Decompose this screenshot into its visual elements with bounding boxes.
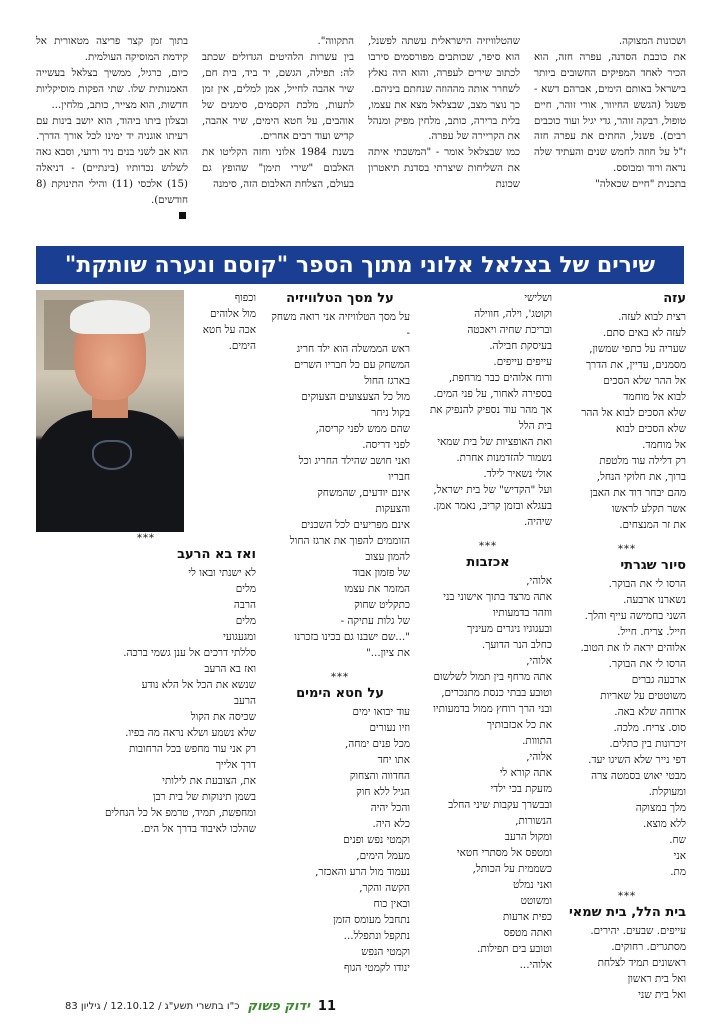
poem-line: וקמטי נפש ופנים <box>343 834 410 846</box>
article-paragraph: שהטלוויזיה הישראלית עשתה לפשנל, הוא סיפר, שכותבים מפורסמים סירבו לכתוב שירים לעפרה, והוא היה נאלץ לשחרר אותה מההוזה שנחתם ביניהם. <box>368 36 520 95</box>
poem-line: ואת האופציות של בית שמאי <box>437 436 552 448</box>
poem-line: אינם יודעים, שהמשחק <box>317 487 410 499</box>
poem-line: להמון עצוב <box>365 551 410 563</box>
poem-line: אשר תקלע לראשו <box>611 503 686 515</box>
poem-line: הרסו לי את הבוקר. <box>608 658 686 670</box>
poem-line: על מסך הטלוויזיה אני רואה משחק - <box>271 311 410 339</box>
poem-line: ינודו לקמטי הגוף <box>343 962 410 974</box>
banner-title: שירים של בצלאל אלוני מתוך הספר "קוסם ונערה שותקת" <box>64 252 656 278</box>
poem-line: ובעגוגיו ניגרים מעיניך <box>467 623 552 635</box>
poem-line: דרך אלייך <box>215 759 256 771</box>
poem-separator-stars: *** <box>137 533 155 544</box>
poem-line: מול כל הצעצועים הצעוקים <box>301 391 410 403</box>
poem-line: ושלישי <box>524 292 552 304</box>
poem-line: עייפים. שבעים. יהירים. <box>590 925 686 937</box>
poem-title: על מסך הטלוויזיה <box>286 291 394 306</box>
poem-line: של גלות עתיקה - <box>340 615 410 627</box>
poem-line: התווות. <box>522 735 552 747</box>
poem-line: זיכרונות בין כתלים. <box>609 738 686 750</box>
poem-line: מת. <box>670 866 686 878</box>
poem-line: "...שם ישבנו גם בכינו בזכרנו <box>294 631 410 643</box>
article-column-1 <box>534 34 686 262</box>
poem-line: וקמטי הנפש <box>361 946 410 958</box>
article-column-4 <box>36 34 188 262</box>
poem-line: אלוהי, <box>526 655 552 667</box>
poem-column-4-text <box>36 532 256 837</box>
poem-line: שכיסה את הקול <box>190 711 256 723</box>
poem-line: שעריה על כתפי שמשון, <box>589 343 686 355</box>
poem-line: הגיל ללא חוק <box>356 786 410 798</box>
poem-line: שהלכו לאיבוד בדרך אל הים. <box>140 823 256 835</box>
poem-line: שהם ממש לפני קריסה, <box>315 423 410 435</box>
poem-separator-stars: *** <box>618 544 636 555</box>
poem-title: ואז בא הרעב <box>177 547 256 562</box>
poem-line: מלים <box>235 583 256 595</box>
poem-line: ובריכת שחיה ויאכטה <box>467 324 552 336</box>
poem-line: ארוחה שלא באה. <box>614 706 686 718</box>
poem-line: ואל בית ראשון <box>627 973 686 985</box>
poem-line: את, הצובעת את לילותי <box>162 775 256 787</box>
article-paragraph: ובצלון ביתו ביהוד, הוא יושב בינות עם רעיתו אוגניה יד ימינו לכל אורך הדרך. הוא אב לשני בנים ניר ורועי, וסבא גאה לשלוש נכדותיו (בינתיים) - דניאלה (15) אלכסי (11) והילי התינוקת (8 חודשים). <box>36 115 188 207</box>
poem-line: ובבשרך עקבות שיני החלב <box>448 799 552 811</box>
poem-line: אל מוחמד. <box>642 439 686 451</box>
article-paragraph: כך נוצר מצב, שבצלאל מצא את עצמו, בלית ברירה, כותב, מלחין מפיק ומנהל את הקריירה של עפרה. <box>368 99 520 143</box>
poem-line: המזמר את עצמו <box>344 583 410 595</box>
poem-line: אני <box>673 850 686 862</box>
poem-line: מלך במצוקה <box>635 802 686 814</box>
poem-line: אלוהי, <box>526 575 552 587</box>
poem-title: על חטא הימים <box>296 686 384 701</box>
poem-line: ווזהר בדמעותיו <box>492 607 552 619</box>
page-number: 11 <box>317 998 336 1014</box>
poem-line: בעגלא ובזמן קריב, נאמר אמן. <box>433 500 552 512</box>
poem-line: ראשונים תמיד לצלחת <box>597 957 686 969</box>
poem-column-2 <box>424 290 552 980</box>
poem-line: ומעוקלת. <box>648 786 686 798</box>
poem-line: שלא נשמע ושלא נראה מה בפיו. <box>125 727 256 739</box>
poem-line: ברוך, את חלוקי הנחל, <box>596 471 686 483</box>
poem-line: הרסו לי את הבוקר. <box>608 578 686 590</box>
poem-title: סיור שגרתי <box>620 558 686 573</box>
poem-separator-stars: *** <box>331 672 349 683</box>
poem-line: ומשוטט <box>520 895 552 907</box>
poem-separator-stars: *** <box>479 541 497 552</box>
poem-line: אינם מפריעים לכל השכנים <box>300 519 410 531</box>
poem-line: אתה מרצד בתוך אישוני בני <box>443 591 552 603</box>
poem-separator-stars: *** <box>618 891 636 902</box>
poem-line: ואתה מטפס <box>503 927 552 939</box>
poem-line: הקשה והקר, <box>359 882 410 894</box>
poem-line: ואני נמלט <box>513 879 552 891</box>
article-paragraph: בתכנית "חיים שכאלה" <box>595 179 686 191</box>
poem-line: כשממית על הכותל, <box>472 863 552 875</box>
poem-line: נתחבל מעומס הזמן <box>333 914 410 926</box>
photo-shirt-logo <box>92 440 132 470</box>
magazine-brand: ידוק פשוק <box>247 998 310 1014</box>
poem-line: ועל "הקדיש" של בית ישראל, <box>433 484 552 496</box>
poems-section <box>36 290 686 1001</box>
article-paragraph: בשנת 1984 אלוני וחזה הקליטו את האלבום "שירי תימן" שהופץ גם בעולם, הצלחת האלבום הזה, סימנה <box>202 147 354 191</box>
poem-line: לעזה לא באים סתם. <box>602 327 686 339</box>
poem-line: השני בחמישה עייף והלך. <box>584 610 686 622</box>
poem-line: ארבעה גברים <box>631 674 686 686</box>
poem-line: אך מהר עוד נספיק להנפיק את <box>429 404 552 416</box>
poem-line: חבריו <box>388 471 410 483</box>
poem-line: וזיו נעורים <box>369 722 410 734</box>
poem-line: שח. <box>669 834 686 846</box>
poem-line: נעמוד מול הרע והאכזר, <box>315 866 410 878</box>
poem-line: לפני דריסה. <box>362 439 410 451</box>
poem-line: המשחק עם כל חבריו השרים <box>293 359 410 371</box>
poem-line: שנשא את הכל אל הלא נודע <box>141 679 256 691</box>
article-paragraph: כיום, כרגיל, ממשיך בצלאל בעשייה האמנותית שלו. שתי הפקות מוסיקליות חדשות, הוא מצייר, כותב, מלחין... <box>36 67 188 111</box>
poem-line: והכל יהיה <box>370 802 410 814</box>
poem-line: נשמור להזדמנות אחרת. <box>456 452 552 464</box>
poem-line: וקוטג', וילה, חווילה <box>474 308 552 320</box>
photo-hair <box>70 300 150 334</box>
poem-line: שלא הסכים לבוא <box>616 423 686 435</box>
poem-line: מלים <box>235 615 256 627</box>
poem-line: משוטטים על שאריות <box>600 690 686 702</box>
end-of-article-mark <box>179 212 186 219</box>
poem-line: מול אלוהים <box>210 308 256 320</box>
poem-line: את זר המנצחים. <box>619 519 686 531</box>
poem-side-lines <box>198 290 256 354</box>
article-paragraph: התקווה". <box>317 36 354 47</box>
poem-title: בית הלל, בית שמאי <box>568 905 686 920</box>
poem-line: אתה קורא לי <box>499 767 552 779</box>
poem-line: את ציון..." <box>365 647 410 659</box>
poem-line: רק אני עוד מחפש בכל הרחובות <box>128 743 256 755</box>
poem-line: מזעקת בכי ילדי <box>490 783 552 795</box>
poem-line: כפית ארעות <box>502 911 552 923</box>
article-paragraph: בתוך זמן קצר פריצה מטאורית אל קידמת המוסיקה העולמית. <box>36 36 188 63</box>
poem-line: בעיסקת חבילה. <box>489 340 552 352</box>
article-paragraph: את כוכבת הסדנה, עפרה חזה, הוא הכיר לאחד המפיקים החשובים ביותר בישראל באותם הימים, אברהם דשא - פשנל (הגשש החיוור, אורי זוהר, חיים טופול, רבקה זוהר, גדי יגיל ועוד כוכבים רבים). פשנל, החתים את עפרה חזה ז"ל על חוזה לחמש שנים והעתיד שלה נראה ורוד ומבוסס. <box>534 51 686 175</box>
poem-line: הזוממים להפוך את ארגז החול <box>289 535 410 547</box>
poem-line: ומגעגועי <box>223 631 256 643</box>
poem-line: אלוהי... <box>519 959 552 971</box>
poem-line: והצעקות <box>375 503 410 515</box>
issue-info: כ"ו בתשרי תשע"ג / 12.10.12 / גיליון 83 <box>64 1000 240 1012</box>
poem-line: וכפוף <box>234 292 256 304</box>
poem-line: הנשורות, <box>515 815 552 827</box>
poem-line: ואז בא הרעב <box>204 663 256 675</box>
poem-column-4 <box>36 290 256 980</box>
poem-line: את כל אכזבותיך <box>486 719 552 731</box>
poem-line: לבוא אל מוחמד <box>623 391 686 403</box>
poem-line: מסתגרים. רחוקים. <box>611 941 686 953</box>
poem-line: הרעב <box>234 695 256 707</box>
poem-line: דפי נייר שלא השיגו יעד. <box>588 754 686 766</box>
article-column-2 <box>368 34 520 262</box>
poem-line: ובאין כוח <box>373 898 410 910</box>
poem-line: וטובע בים תפילות. <box>477 943 552 955</box>
poem-line: ואני חושב שהילד החריג וכל <box>298 455 410 467</box>
poem-line: מבטי יאוש בסמטה צרה <box>591 770 686 782</box>
poem-line: ורוח אלוהים כבר מרחפת, <box>448 372 552 384</box>
poem-line: בארגז החול <box>364 375 410 387</box>
section-banner <box>36 246 684 284</box>
poem-line: עייפים עייפים. <box>493 356 552 368</box>
poem-line: הרבה <box>233 599 256 611</box>
poem-line: וטובע בבתי כנסת מתנכרים, <box>441 687 552 699</box>
article-column-3 <box>202 34 354 262</box>
poem-line: בספירה לאחור, על פני המים. <box>433 388 552 400</box>
poem-column-3 <box>270 290 410 980</box>
poem-line: ואל בית שני <box>638 989 686 1001</box>
poem-line: מעמל הימים, <box>356 850 410 862</box>
poem-line: ומטפס אל מסתרי חטאי <box>456 847 552 859</box>
author-photo <box>36 290 184 532</box>
article-paragraph: כמו שבצלאל אומר - "המשכתי איתה את השליחות שיצרתי בסדנת תיאטרון שכונת <box>368 147 520 191</box>
poem-line: אתו יחד <box>377 754 410 766</box>
poem-line: כלא היה. <box>372 818 410 830</box>
poem-line: אתה מרחף בין תמול לשלשום <box>433 671 552 683</box>
page-footer <box>36 998 336 1014</box>
poem-line: נתקפל ונתפלל... <box>343 930 410 942</box>
poem-line: אכה על חטא הימים. <box>202 324 256 352</box>
poem-title: אכזבות <box>466 555 510 570</box>
poem-line: של פזמון אבוד <box>352 567 410 579</box>
poem-line: כתקליט שחוק <box>354 599 410 611</box>
poem-line: כחלב הנר הדועך. <box>481 639 552 651</box>
poem-line: אלוהי, <box>526 751 552 763</box>
poem-title: עזה <box>663 291 686 306</box>
poem-line: חייל. צריח. חייל. <box>617 626 686 638</box>
poem-line: רק דלילה עוד מלטפת <box>599 455 686 467</box>
poem-line: עוד יבואו ימים <box>352 706 410 718</box>
poem-line: מהם יבחר דוד את האבן <box>590 487 686 499</box>
poem-line: בשמן תינוקות של בית רבן <box>152 791 256 803</box>
article-paragraph: ושכונות המצוקה. <box>618 36 686 47</box>
poem-line: מסמנים, עדיין, את הדרך <box>585 359 686 371</box>
poem-line: ללא מוצא. <box>642 818 686 830</box>
poem-line: ומחפשת, תמיד, טרמפ אל כל הנחלים <box>104 807 256 819</box>
article-paragraph: בין עשרות הלהיטים הגדולים שכתב לה: תפילה, הגשם, יד ביד, בית חם, שיר אהבה לחייל, אמן למלים, אין זמן לתעות, מלכת הקסמים, סימנים של אוהבים, על חטא הימים, שיר אהבה, קדיש ועוד רבים אחרים. <box>202 51 354 143</box>
poem-line: אלוהים יראה לו את הטוב. <box>580 642 686 654</box>
article-continuation <box>36 34 686 262</box>
poem-line: ובני הרך רוחץ ממול בדמעותיו <box>433 703 552 715</box>
poem-line: שלא הסכים לבוא אל ההר <box>581 407 686 419</box>
poem-line: שיהיה. <box>523 516 552 528</box>
poem-line: סללתי דרכים אל ענן גשמי ברכה. <box>123 647 256 659</box>
poem-column-1 <box>568 290 686 1001</box>
poem-line: לא ישנתי ובאו לי <box>188 567 256 579</box>
poem-line: בקול ניחר <box>371 407 410 419</box>
poem-line: רצית לבוא לעזה. <box>618 311 686 323</box>
poem-line: מכל פנים ימחה, <box>344 738 410 750</box>
poem-line: נשארנו ארבעה. <box>623 594 686 606</box>
poem-line: ראש הממשלה הוא ילד חריג <box>296 343 410 355</box>
poem-line: החדווה והצחוק <box>349 770 410 782</box>
poem-line: ומקול הרעב <box>504 831 552 843</box>
poem-line: אל ההר שלא הסכים <box>603 375 686 387</box>
poem-line: אולי נשאיר לילד. <box>483 468 552 480</box>
poem-line: בית הלל <box>518 420 552 432</box>
poem-line: סוס. צריח. מלכה. <box>613 722 686 734</box>
photo-shirt <box>36 410 184 532</box>
